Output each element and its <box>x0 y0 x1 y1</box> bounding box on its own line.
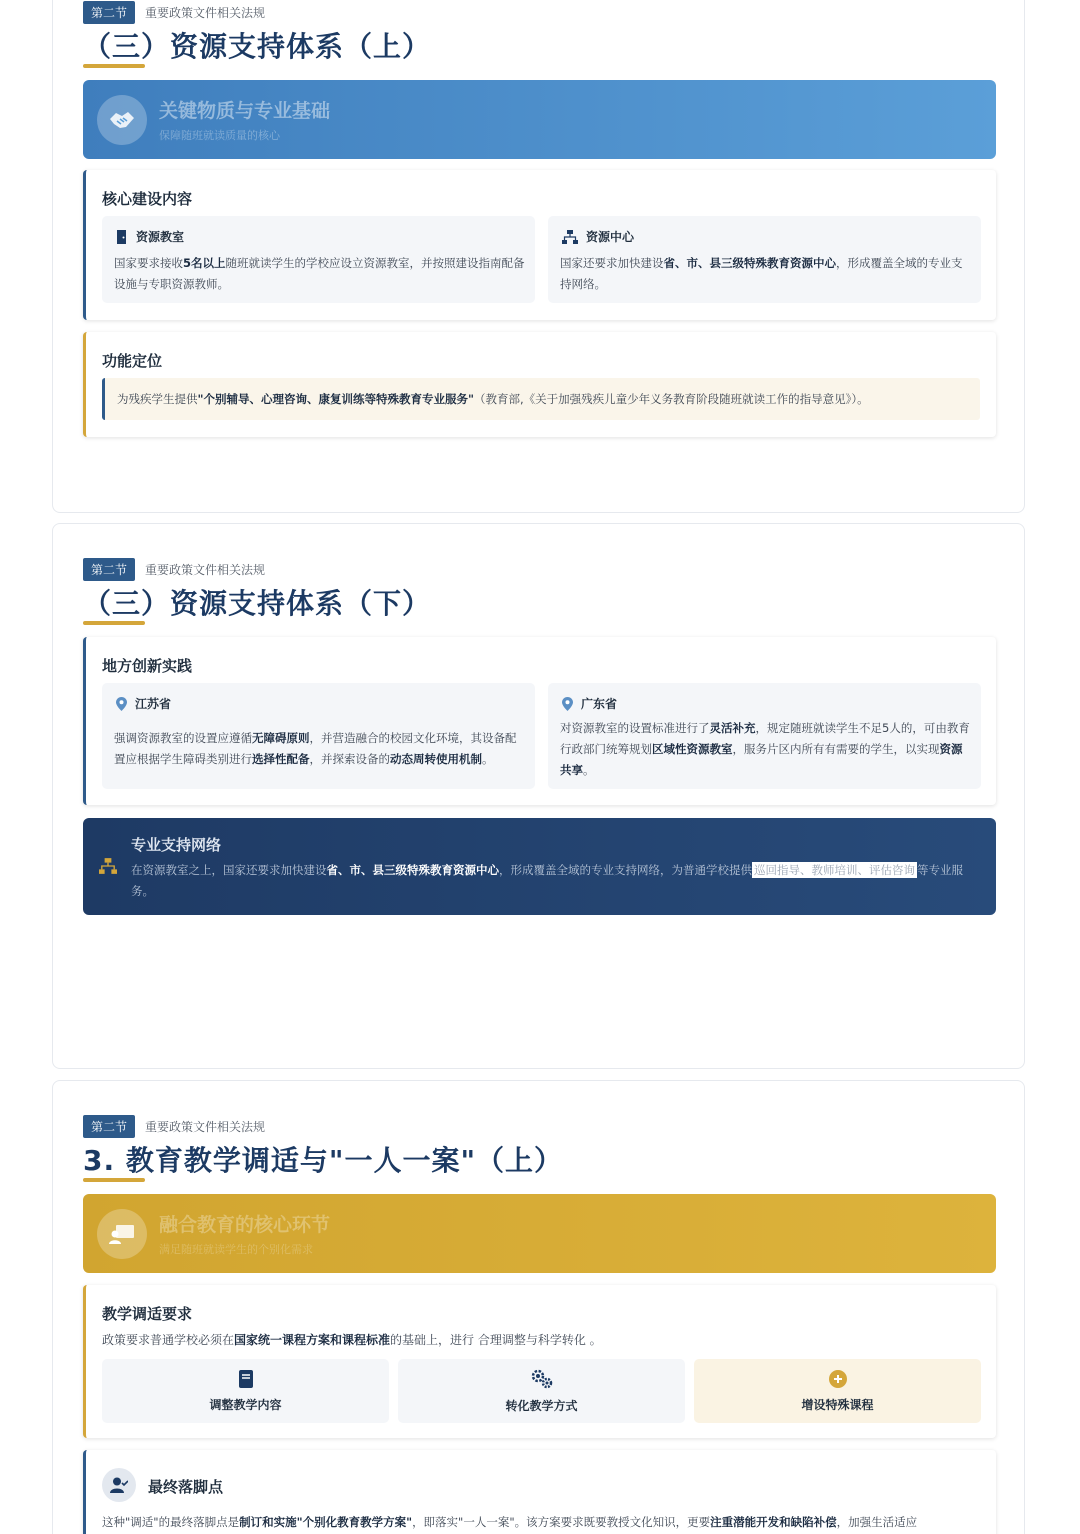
door-icon <box>116 230 128 244</box>
jiangsu-card <box>102 683 535 789</box>
teaching-adaptation-card <box>83 1285 996 1438</box>
highlighted-text: 巡回指导、教师培训、评估咨询 <box>754 863 915 877</box>
policy-quote: 为残疾学生提供"个别辅导、心理咨询、康复训练等特殊教育专业服务"（教育部,《关于加强残疾儿童少年义务教育阶段随班就读工作的指导意见》）。 <box>102 378 980 420</box>
slide-resource-support-lower <box>52 523 1025 1069</box>
gears-icon <box>531 1369 553 1389</box>
section-badge: 第二节 <box>83 558 135 581</box>
teacher-icon <box>97 1209 147 1259</box>
sub-card-text: 国家还要求加快建设省、市、县三级特殊教育资源中心，形成覆盖全域的专业支持网络。 <box>560 256 963 291</box>
plus-circle-icon <box>829 1370 847 1388</box>
banner-title: 关键物质与专业基础 <box>159 100 331 122</box>
transform-method-button[interactable] <box>398 1359 685 1423</box>
add-special-course-button[interactable] <box>694 1359 981 1423</box>
sub-card-label: 广东省 <box>581 697 618 711</box>
sub-card-text: 国家要求接收5名以上随班就读学生的学校应设立资源教室，并按照建设指南配备设施与专职资源教师。 <box>114 256 525 291</box>
card-heading: 地方创新实践 <box>102 657 193 675</box>
local-practice-card <box>83 637 996 805</box>
resource-center-card <box>548 216 981 303</box>
card-heading: 功能定位 <box>102 352 163 370</box>
banner <box>83 80 996 159</box>
section-badge: 第二节 <box>83 1115 135 1138</box>
button-label: 调整教学内容 <box>209 1397 282 1412</box>
banner-subtitle: 满足随班就读学生的个别化需求 <box>159 1243 313 1256</box>
sub-card-label: 资源中心 <box>586 230 635 244</box>
final-goal-card <box>83 1450 996 1534</box>
page-title: 3. 教育教学调适与"一人一案"（上） <box>83 1144 564 1177</box>
sub-card-label: 江苏省 <box>135 697 172 711</box>
sub-card-label: 资源教室 <box>136 230 185 244</box>
sub-card-text: 对资源教室的设置标准进行了灵活补充，规定随班就读学生不足5人的，可由教育行政部门统筹规划区域性资源教室，服务片区内所有有需要的学生，以实现资源共享。 <box>560 721 970 777</box>
card-heading: 核心建设内容 <box>102 190 193 208</box>
banner-title: 融合教育的核心环节 <box>159 1214 331 1236</box>
button-label: 增设特殊课程 <box>801 1397 874 1412</box>
support-network-box <box>83 818 996 915</box>
section-subtitle: 重要政策文件相关法规 <box>145 563 266 577</box>
page-title: （三）资源支持体系（上） <box>83 30 432 63</box>
page-title: （三）资源支持体系（下） <box>83 587 432 620</box>
adjust-content-button[interactable] <box>102 1359 389 1423</box>
card-heading: 教学调适要求 <box>102 1305 193 1323</box>
section-header <box>83 1 265 24</box>
map-pin-icon <box>116 697 127 711</box>
button-label: 转化教学方式 <box>505 1398 578 1413</box>
guangdong-card <box>548 683 981 789</box>
card-heading: 最终落脚点 <box>148 1478 224 1496</box>
section-badge: 第二节 <box>83 1 135 24</box>
section-header <box>83 558 265 581</box>
title-underline <box>83 64 145 68</box>
banner-subtitle: 保障随班就读质量的核心 <box>159 129 280 142</box>
sub-card-text: 强调资源教室的设置应遵循无障碍原则，并营造融合的校园文化环境，其设备配置应根据学生障碍类别进行选择性配备，并探索设备的动态周转使用机制。 <box>114 731 517 766</box>
network-icon <box>99 858 117 874</box>
network-heading: 专业支持网络 <box>131 836 222 854</box>
final-goal-text: 这种"调适"的最终落脚点是制订和实施"个别化教育教学方案"，即落实"一人一案"。该方案要求既要教授文化知识，更要注重潜能开发和缺陷补偿，加强生活适应 <box>102 1515 918 1529</box>
network-text: 在资源教室之上，国家还要求加快建设省、市、县三级特殊教育资源中心，形成覆盖全域的专业支持网络，为普通学校提供 巡回指导、教师培训、评估咨询 等专业服务。 <box>131 863 963 898</box>
book-icon <box>238 1370 254 1388</box>
slide-resource-support-upper <box>52 0 1025 513</box>
slide-teaching-adaptation <box>52 1080 1025 1534</box>
adaptation-text: 政策要求普通学校必须在国家统一课程方案和课程标准的基础上，进行 合理调整与科学转化 。 <box>102 1333 602 1347</box>
section-header <box>83 1115 265 1138</box>
core-content-card <box>83 170 996 320</box>
user-check-icon <box>102 1468 136 1502</box>
network-icon <box>562 230 578 244</box>
map-pin-icon <box>562 697 573 711</box>
function-card <box>83 332 996 437</box>
section-subtitle: 重要政策文件相关法规 <box>145 1120 266 1134</box>
section-subtitle: 重要政策文件相关法规 <box>145 6 266 20</box>
banner <box>83 1194 996 1273</box>
title-underline <box>83 1178 145 1182</box>
resource-room-card <box>102 216 535 303</box>
title-underline <box>83 621 145 625</box>
handshake-icon <box>97 95 147 145</box>
